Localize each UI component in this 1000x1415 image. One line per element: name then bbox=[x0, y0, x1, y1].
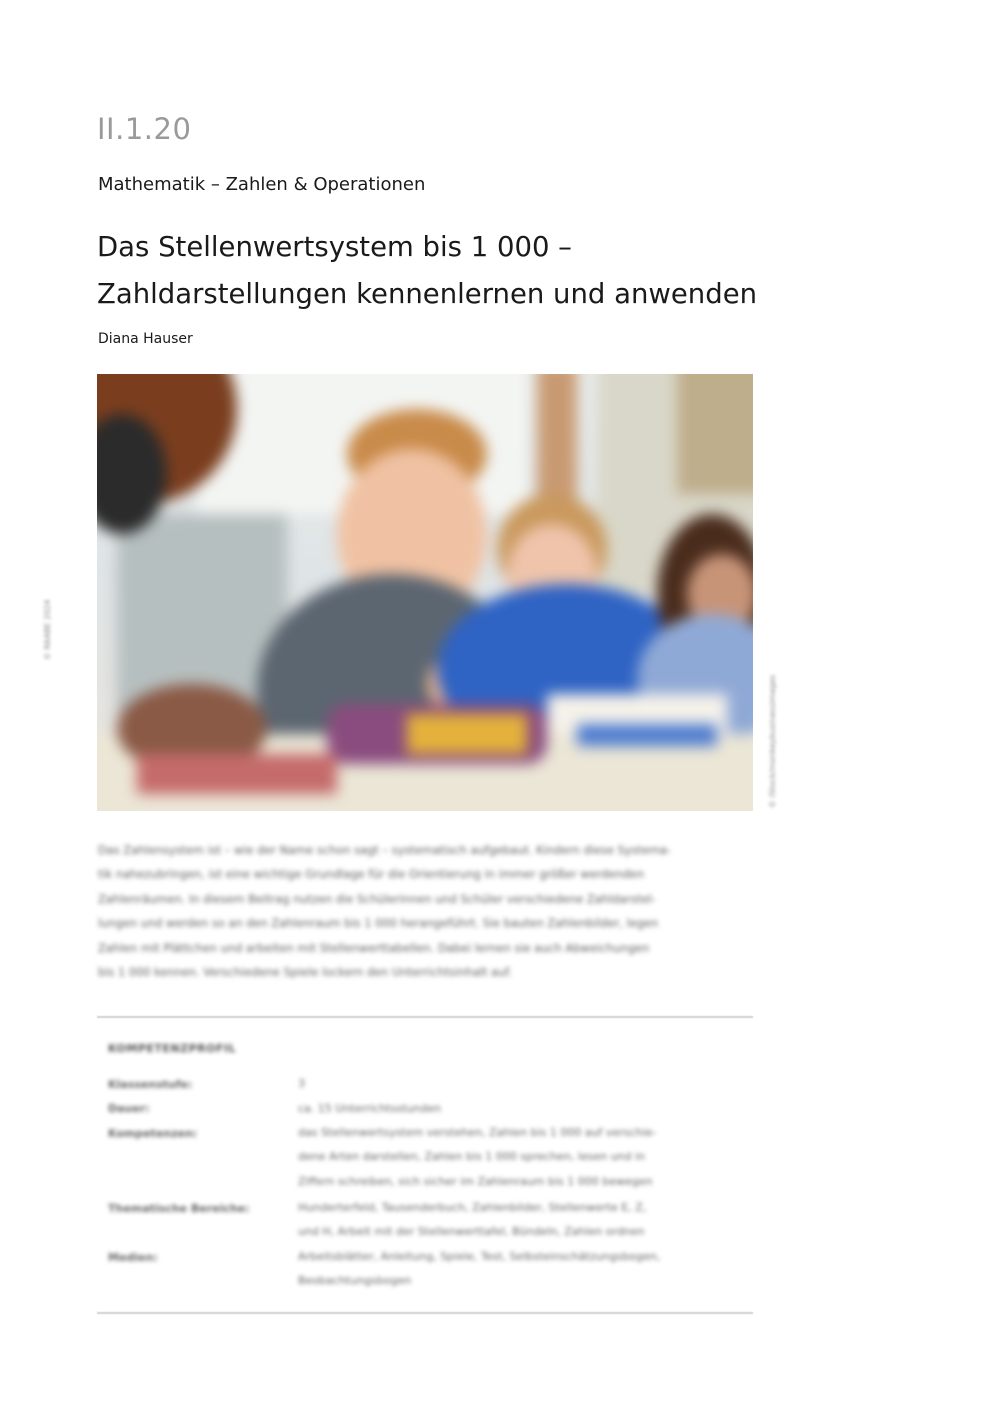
profile-label-grade: Klassenstufe: bbox=[108, 1078, 193, 1091]
divider-bottom bbox=[97, 1312, 753, 1314]
divider-top bbox=[97, 1016, 753, 1018]
intro-line: bis 1 000 kennen. Verschiedene Spiele lockern den Unterrichtsinhalt auf. bbox=[98, 965, 513, 980]
profile-label-topics: Thematische Bereiche: bbox=[108, 1202, 250, 1215]
profile-value-duration bbox=[298, 1097, 738, 1121]
author-name: Diana Hauser bbox=[98, 331, 193, 347]
profile-label-media: Medien: bbox=[108, 1251, 158, 1264]
title-line-2: Zahldarstellungen kennenlernen und anwenden bbox=[97, 278, 758, 310]
profile-value-line: Ziffern schreiben, sich sicher im Zahlenraum bis 1 000 bewegen bbox=[298, 1174, 653, 1188]
profile-value-line: ca. 15 Unterrichtsstunden bbox=[298, 1102, 442, 1115]
intro-line: lungen und werden so an den Zahlenraum bis 1 000 herangeführt. Sie bauten Zahlenbilder, legen bbox=[98, 916, 659, 931]
intro-line: Das Zahlensystem ist – wie der Name schon sagt – systematisch aufgebaut. Kindern diese Systema- bbox=[98, 843, 672, 857]
profile-value-line: Beobachtungsbogen bbox=[298, 1274, 412, 1288]
profile-value-line: Arbeitsblätter, Anleitung, Spiele, Test, Selbsteinschätzungsbogen, bbox=[298, 1250, 661, 1263]
profile-label-competencies: Kompetenzen: bbox=[108, 1127, 198, 1140]
profile-value-media bbox=[298, 1245, 738, 1294]
intro-line: Zahlen mit Plättchen und arbeiten mit Stellenwerttabellen. Dabei lernen sie auch Abweichungen bbox=[98, 940, 650, 955]
side-note-left: © RAABE 2024 bbox=[43, 599, 52, 660]
side-note-right: © iStock/monkeybusinessimages bbox=[768, 674, 777, 808]
profile-label-duration: Dauer: bbox=[108, 1102, 150, 1115]
profile-value-line: das Stellenwertsystem verstehen, Zahlen bis 1 000 auf verschie- bbox=[298, 1126, 657, 1139]
profile-value-line: 3 bbox=[298, 1077, 305, 1090]
profile-heading: KOMPETENZPROFIL bbox=[108, 1042, 237, 1055]
intro-paragraph bbox=[98, 838, 753, 984]
profile-value-line: Hunderterfeld, Tausenderbuch, Zahlenbilder, Stellenwerte E, Z, bbox=[298, 1201, 647, 1214]
intro-line: Zahlenräumen. In diesem Beitrag nutzen die Schülerinnen und Schüler verschiedene Zahldarstel- bbox=[98, 891, 656, 906]
subject-line: Mathematik – Zahlen & Operationen bbox=[98, 174, 426, 195]
profile-value-line: dene Arten darstellen, Zahlen bis 1 000 sprechen, lesen und in bbox=[298, 1150, 646, 1164]
profile-value-line: und H, Arbeit mit der Stellenwerttafel, Bündeln, Zahlen ordnen bbox=[298, 1225, 645, 1239]
document-code: II.1.20 bbox=[97, 112, 192, 146]
profile-value-grade bbox=[298, 1072, 738, 1096]
intro-line: tik nahezubringen, ist eine wichtige Grundlage für die Orientierung in immer größer werdenden bbox=[98, 867, 645, 882]
document-title bbox=[97, 224, 797, 318]
classroom-photo bbox=[97, 374, 753, 811]
title-line-1: Das Stellenwertsystem bis 1 000 – bbox=[97, 231, 572, 263]
profile-value-competencies bbox=[298, 1121, 738, 1194]
profile-value-topics bbox=[298, 1196, 738, 1245]
